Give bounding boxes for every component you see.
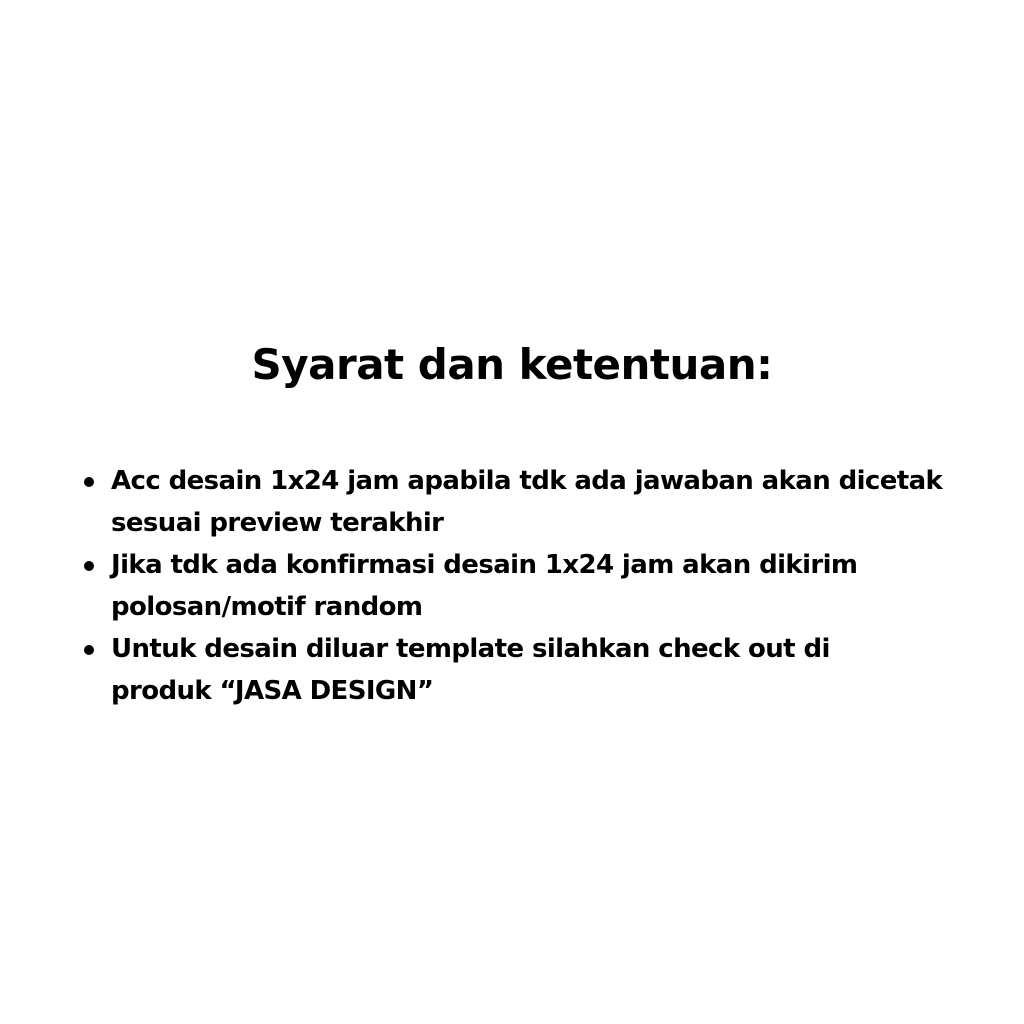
term-text-line: produk “JASA DESIGN”	[111, 676, 434, 706]
term-text-line: Acc desain 1x24 jam apabila tdk ada jawaban akan dicetak	[111, 466, 943, 496]
term-text-line: polosan/motif random	[111, 592, 423, 622]
term-text-line: Untuk desain diluar template silahkan check out di	[111, 634, 830, 664]
list-item	[80, 628, 980, 712]
bullet-icon	[84, 561, 94, 571]
bullet-icon	[84, 645, 94, 655]
bullet-icon	[84, 477, 94, 487]
term-text-line: sesuai preview terakhir	[111, 508, 444, 538]
list-item	[80, 460, 980, 544]
page-title: Syarat dan ketentuan:	[251, 340, 773, 389]
terms-list	[80, 460, 980, 712]
term-text-line: Jika tdk ada konfirmasi desain 1x24 jam akan dikirim	[111, 550, 858, 580]
list-item	[80, 544, 980, 628]
